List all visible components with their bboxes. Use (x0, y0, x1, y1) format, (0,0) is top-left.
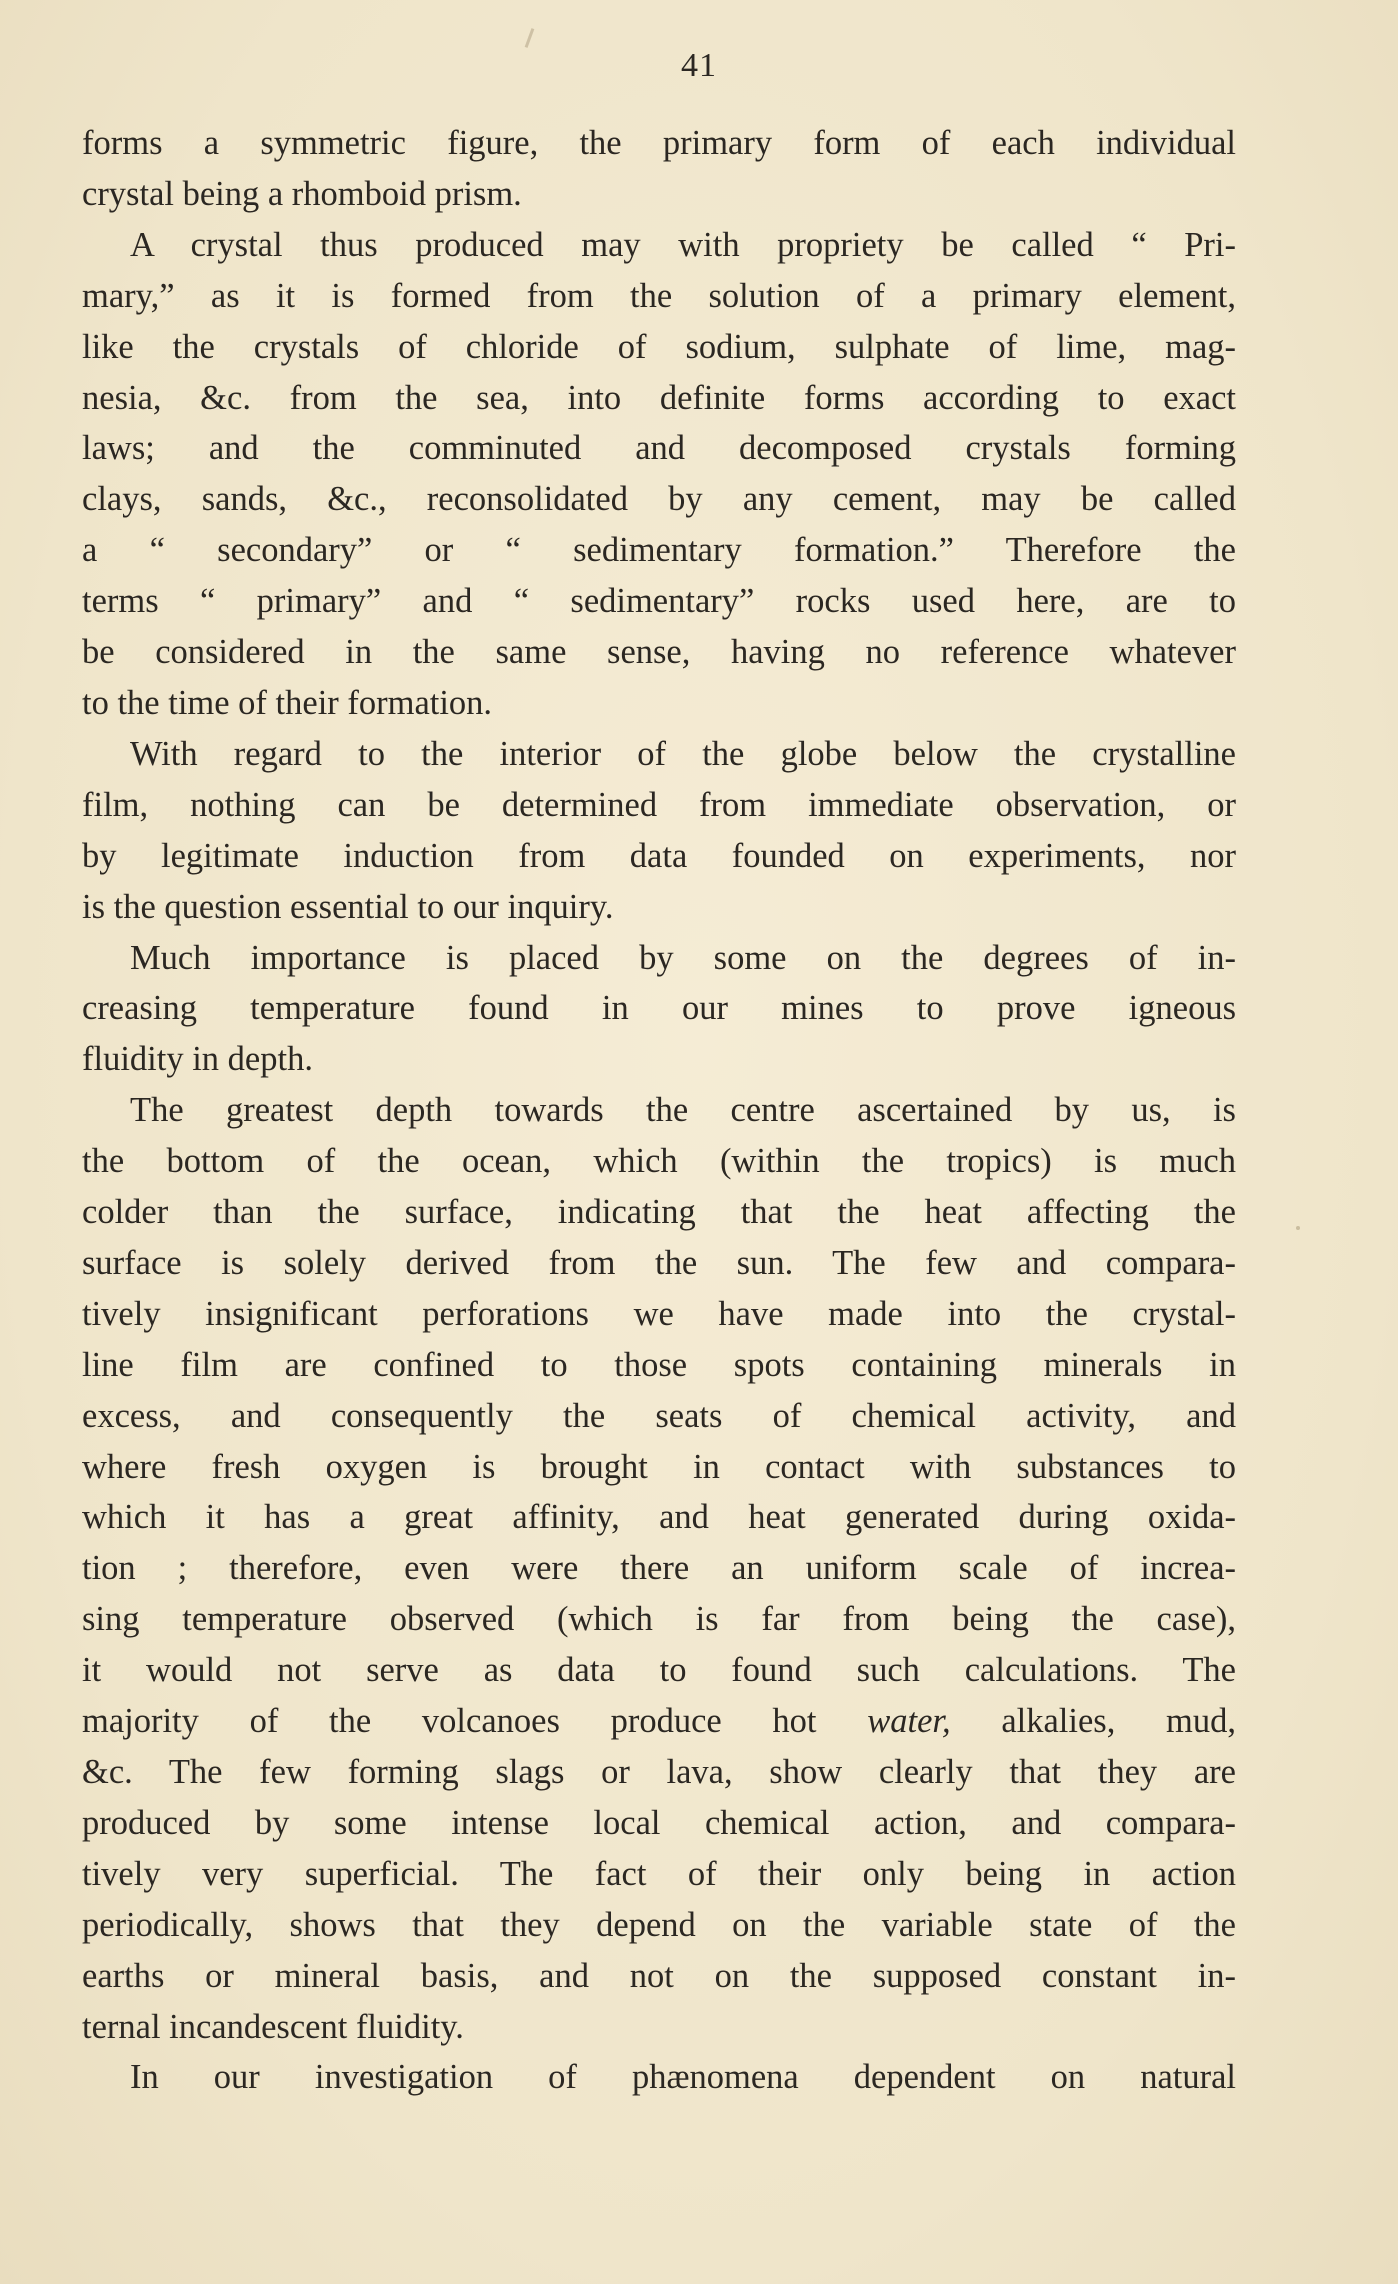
paper-speck (1296, 1226, 1300, 1230)
text-line: surface is solely derived from the sun. The few and compara- (82, 1243, 1236, 1282)
page-number: 41 (681, 47, 717, 84)
text-line: fluidity in depth. (82, 1040, 313, 1079)
text-line: colder than the surface, indicating that the heat affecting the (82, 1193, 1236, 1232)
text-line: forms a symmetric figure, the primary form of each individual (82, 124, 1236, 162)
text-line: which it has a great affinity, and heat generated during oxida- (82, 1498, 1236, 1537)
text-line: line film are confined to those spots containing minerals in (82, 1345, 1236, 1384)
text-segment: alkalies, mud, (950, 1702, 1236, 1741)
text-line: produced by some intense local chemical action, and compara- (82, 1803, 1236, 1842)
text-line: to the time of their formation. (82, 683, 493, 722)
text-line: creasing temperature found in our mines to prove igneous (82, 989, 1236, 1028)
text-line: a “ secondary” or “ sedimentary formation.” Therefore the (82, 531, 1236, 570)
text-line: tively very superficial. The fact of their only being in action (82, 1854, 1236, 1893)
text-line: tively insignificant perforations we have made into the crystal- (82, 1294, 1236, 1333)
text-line: crystal being a rhomboid prism. (82, 174, 522, 213)
body-text (82, 118, 1236, 2103)
text-line (82, 1696, 1236, 1747)
text-line: film, nothing can be determined from immediate observation, or (82, 785, 1236, 824)
text-line: tion ; therefore, even were there an uniform scale of increa- (82, 1549, 1236, 1588)
text-segment: majority of the volcanoes produce hot (82, 1702, 868, 1741)
text-line: Much importance is placed by some on the degrees of in- (130, 938, 1236, 977)
italic-word: water, (867, 1702, 951, 1741)
text-line: &c. The few forming slags or lava, show clearly that they are (82, 1753, 1236, 1791)
text-line: like the crystals of chloride of sodium, sulphate of lime, mag- (82, 327, 1236, 366)
text-line: sing temperature observed (which is far from being the case), (82, 1600, 1236, 1639)
text-line: it would not serve as data to found such calculations. The (82, 1651, 1236, 1690)
text-line: by legitimate induction from data founded on experiments, nor (82, 836, 1236, 875)
text-line: where fresh oxygen is brought in contact with substances to (82, 1447, 1236, 1486)
text-line: is the question essential to our inquiry. (82, 887, 614, 926)
text-line: terms “ primary” and “ sedimentary” rocks used here, are to (82, 582, 1236, 621)
text-line: mary,” as it is formed from the solution of a primary element, (82, 276, 1236, 315)
text-line: In our investigation of phænomena dependent on natural (130, 2058, 1236, 2097)
text-line: the bottom of the ocean, which (within the tropics) is much (82, 1142, 1236, 1181)
text-line: be considered in the same sense, having no reference whatever (82, 633, 1236, 672)
text-line: ternal incandescent fluidity. (82, 2007, 464, 2046)
text-line: A crystal thus produced may with propriety be called “ Pri- (130, 225, 1236, 264)
pencil-mark (525, 28, 535, 48)
text-line: earths or mineral basis, and not on the supposed constant in- (82, 1956, 1236, 1995)
text-line: periodically, shows that they depend on the variable state of the (82, 1905, 1236, 1944)
text-line: nesia, &c. from the sea, into definite forms according to exact (82, 378, 1236, 417)
text-line: laws; and the comminuted and decomposed crystals forming (82, 429, 1236, 468)
text-line: With regard to the interior of the globe below the crystalline (130, 734, 1236, 773)
text-line: The greatest depth towards the centre ascertained by us, is (130, 1091, 1236, 1130)
text-line: excess, and consequently the seats of chemical activity, and (82, 1396, 1236, 1435)
text-line: clays, sands, &c., reconsolidated by any cement, may be called (82, 480, 1236, 519)
